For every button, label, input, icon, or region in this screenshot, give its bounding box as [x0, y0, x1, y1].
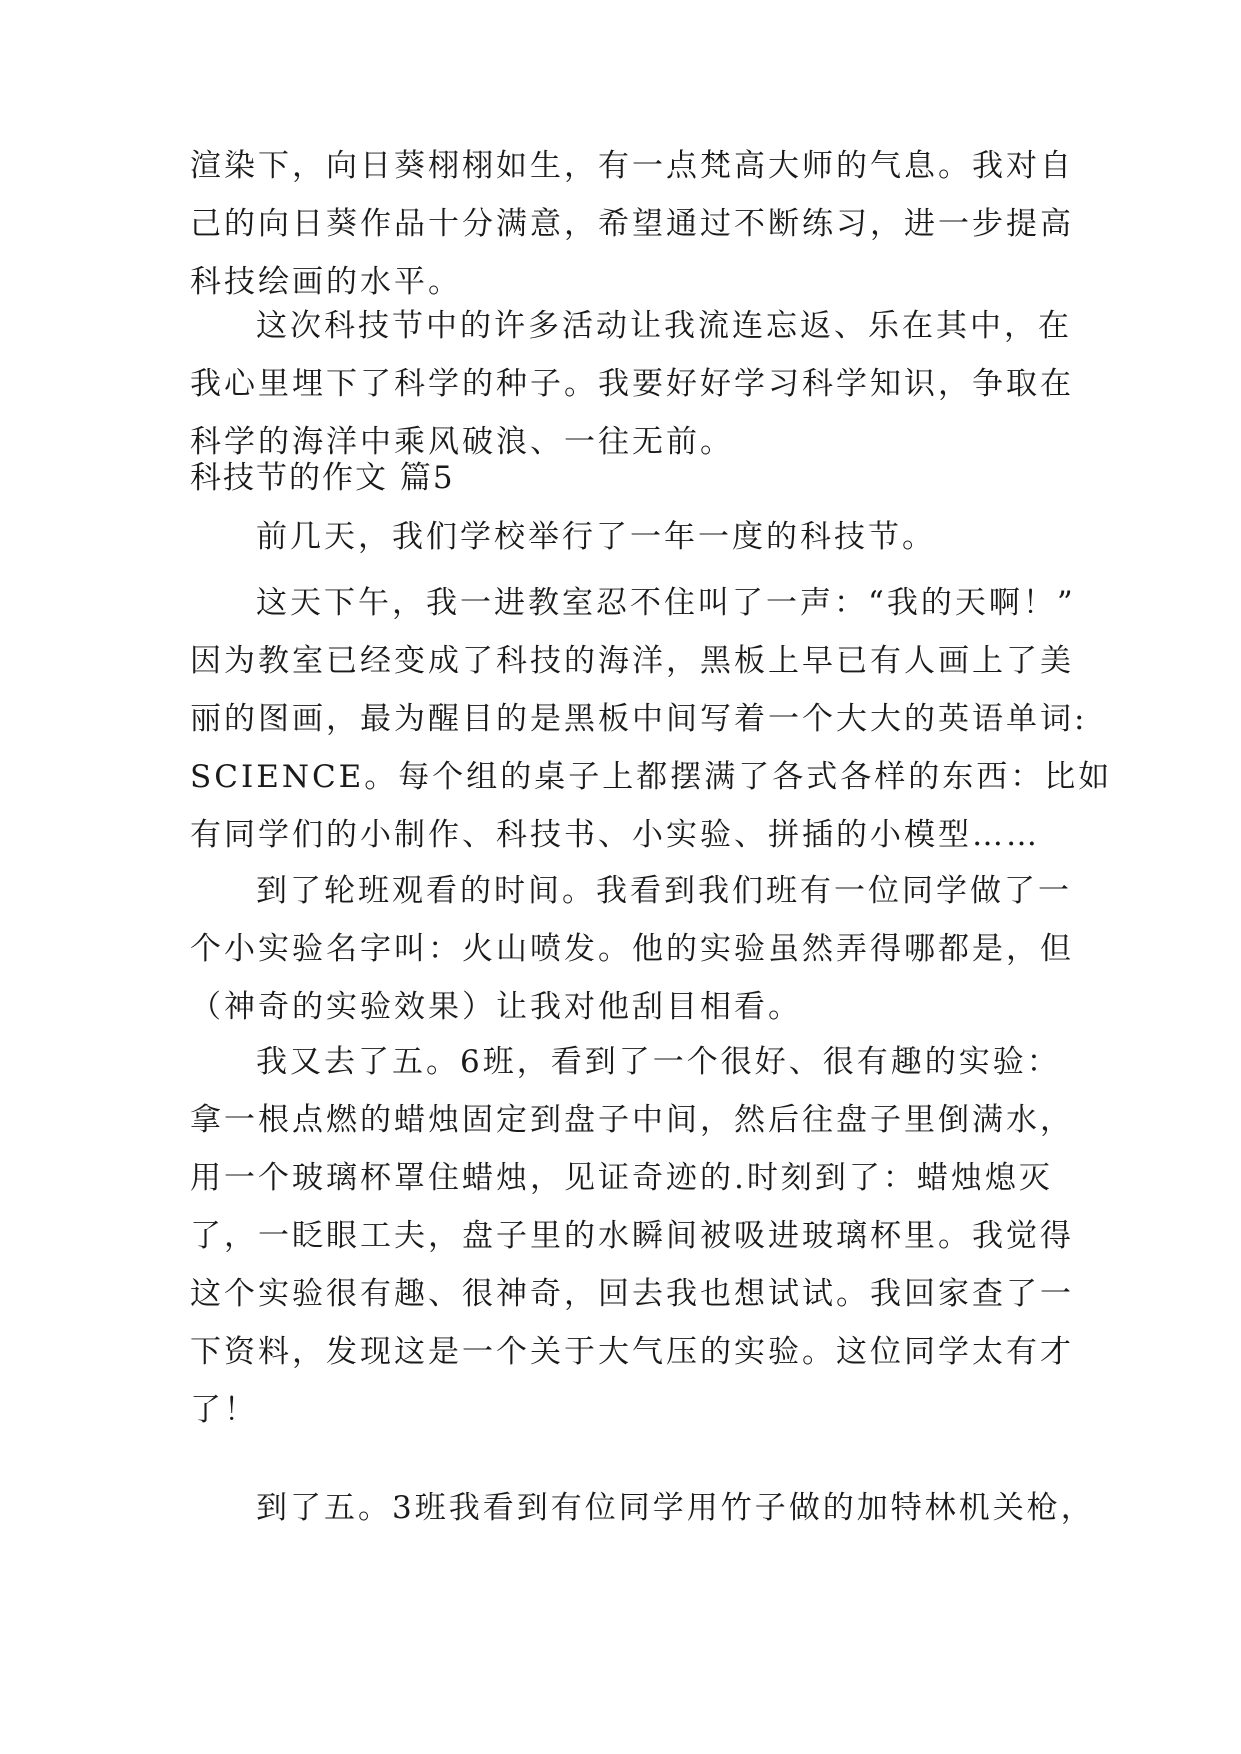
paragraph-gatling — [190, 1479, 1095, 1537]
text-line: 个小实验名字叫：火山喷发。他的实验虽然弄得哪都是，但 — [190, 931, 1074, 967]
text-line: 下资料，发现这是一个关于大气压的实验。这位同学太有才 — [190, 1334, 1074, 1370]
text-line: 科技绘画的水平。 — [190, 264, 462, 300]
text-line: 有同学们的小制作、科技书、小实验、拼插的小模型…… — [190, 817, 1040, 853]
text-line: （神奇的实验效果）让我对他刮目相看。 — [190, 989, 802, 1025]
text-line: 了！ — [190, 1392, 258, 1428]
paragraph-classroom — [190, 574, 1113, 864]
section-heading — [190, 449, 1060, 507]
text-line: 前几天，我们学校举行了一年一度的科技节。 — [256, 519, 936, 555]
paragraph-volcano — [190, 862, 1074, 1036]
text-line: 因为教室已经变成了科技的海洋，黑板上早已有人画上了美 — [190, 643, 1074, 679]
text-line: SCIENCE。每个组的桌子上都摆满了各式各样的东西：比如 — [190, 759, 1113, 795]
paragraph-candle — [190, 1033, 1074, 1439]
text-line: 科学的海洋中乘风破浪、一往无前。 — [190, 424, 734, 460]
text-line: 己的向日葵作品十分满意，希望通过不断练习，进一步提高 — [190, 206, 1074, 242]
paragraph-continuation — [190, 137, 1074, 311]
text-line: 到了五。3班我看到有位同学用竹子做的加特林机关枪， — [256, 1490, 1095, 1526]
text-line: 了，一眨眼工夫，盘子里的水瞬间被吸进玻璃杯里。我觉得 — [190, 1218, 1074, 1254]
text-line: 这个实验很有趣、很神奇，回去我也想试试。我回家查了一 — [190, 1276, 1074, 1312]
text-line: 我又去了五。6班，看到了一个很好、很有趣的实验： — [256, 1044, 1061, 1080]
text-line: 到了轮班观看的时间。我看到我们班有一位同学做了一 — [256, 873, 1072, 909]
paragraph-intro — [190, 508, 1060, 566]
text-line: 渲染下，向日葵栩栩如生，有一点梵高大师的气息。我对自 — [190, 148, 1074, 184]
text-line: 用一个玻璃杯罩住蜡烛，见证奇迹的.时刻到了：蜡烛熄灭 — [190, 1160, 1053, 1196]
text-line: 我心里埋下了科学的种子。我要好好学习科学知识，争取在 — [190, 366, 1074, 402]
section-title: 科技节的作文 篇5 — [190, 460, 455, 496]
text-line: 这天下午，我一进教室忍不住叫了一声：“我的天啊！” — [256, 585, 1076, 621]
text-line: 拿一根点燃的蜡烛固定到盘子中间，然后往盘子里倒满水， — [190, 1102, 1074, 1138]
text-line: 丽的图画，最为醒目的是黑板中间写着一个大大的英语单词: — [190, 701, 1088, 737]
text-line: 这次科技节中的许多活动让我流连忘返、乐在其中，在 — [256, 308, 1072, 344]
paragraph-closing — [190, 297, 1074, 471]
